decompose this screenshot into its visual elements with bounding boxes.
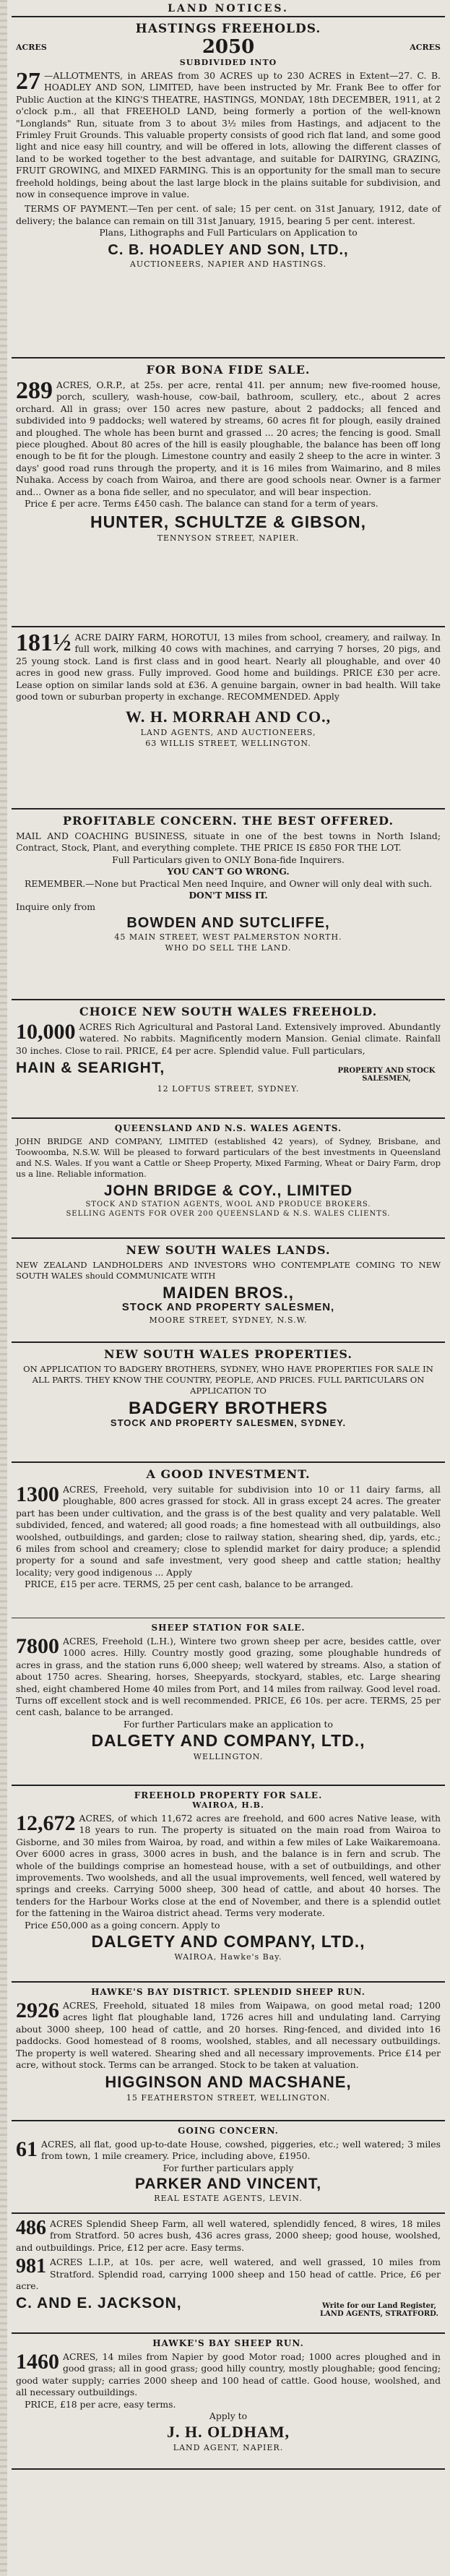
ad-jackson-stratford xyxy=(12,2214,445,2334)
ad-body xyxy=(16,2000,441,2071)
ad-hastings-freeholds xyxy=(12,17,445,359)
advertiser-row xyxy=(16,1060,441,1083)
advertiser-name: C. AND E. JACKSON, xyxy=(16,2295,182,2312)
ad-good-investment xyxy=(12,1463,445,1618)
advertiser-name: J. H. OLDHAM, xyxy=(166,2423,290,2442)
land-notices-column xyxy=(12,0,445,2576)
ad-title: NEW SOUTH WALES LANDS. xyxy=(126,1243,331,1257)
advertiser-name: C. B. HOADLEY AND SON, LTD., xyxy=(108,241,349,258)
ad-body: ON APPLICATION TO BADGERY BROTHERS, SYDNEY, WHO HAVE PROPERTIES FOR SALE IN ALL PARTS. THEY KNOW THE COUNTRY, PEOPLE, AND PRICES. FULL PARTICULARS ON APPLICATION TO xyxy=(23,1364,433,1396)
ad-title: CHOICE NEW SOUTH WALES FREEHOLD. xyxy=(79,1005,378,1018)
ad-nsw-properties xyxy=(12,1343,445,1463)
lead-number: 181½ xyxy=(16,630,72,656)
line-remember: REMEMBER.—None but Practical Men need Inquire, and Owner will only deal with such. xyxy=(25,877,433,889)
body-text-second: ACRES L.I.P., at 10s. per acre, well watered, and well grassed, 10 miles from Stratford. Splendid road, carrying 1000 sheep and 150 head of cattle. Price, £6 per acre. xyxy=(16,2257,441,2292)
ad-freehold-wairoa xyxy=(12,1786,445,1983)
price-text: PRICE, £18 per acre, easy terms. xyxy=(25,2398,176,2410)
body-text: ACRES Splendid Sheep Farm, all well watered, splendidly fenced, 8 wires, 18 miles from Stratford. 50 acres bush, 436 acres grass, 2000 sheep; good house, woolshed, and outbuildings. Price, £12 per acre. Easy terms. xyxy=(16,2218,441,2253)
ad-body: NEW ZEALAND LANDHOLDERS AND INVESTORS WHO CONTEMPLATE COMING TO NEW SOUTH WALES should COMMUNICATE WITH xyxy=(16,1260,441,1281)
advertiser-address: WAIROA, Hawke's Bay. xyxy=(174,1952,282,1962)
ad-body xyxy=(16,830,441,914)
ad-title: FREEHOLD PROPERTY FOR SALE. xyxy=(134,1790,323,1800)
advertiser-name: BADGERY BROTHERS xyxy=(128,1399,329,1418)
section-heading: LAND NOTICES. xyxy=(12,0,445,17)
advertiser-row xyxy=(16,2295,441,2318)
ad-subtitle: SUBDIVIDED INTO xyxy=(179,58,277,67)
ad-body xyxy=(16,1021,441,1057)
advertiser-address: WELLINGTON. xyxy=(193,1751,264,1761)
acres-label-right: ACRES xyxy=(410,42,441,52)
ad-body xyxy=(16,1813,441,1931)
advertiser-note: Write for our Land Register, LAND AGENTS, STRATFORD. xyxy=(320,2302,438,2319)
advertiser-name: DALGETY AND COMPANY, LTD., xyxy=(91,1731,365,1751)
line-inquire: Inquire only from xyxy=(16,901,96,913)
lead-number: 1460 xyxy=(16,2350,59,2374)
further-particulars: For further Particulars make an application to xyxy=(124,1718,333,1730)
price-text: Price £50,000 as a going concern. Apply to xyxy=(25,1919,220,1931)
advertiser-address: AUCTIONEERS, NAPIER AND HASTINGS. xyxy=(129,259,327,269)
advertiser-name: DALGETY AND COMPANY, LTD., xyxy=(91,1932,365,1952)
ad-title: QUEENSLAND AND N.S. WALES AGENTS. xyxy=(114,1123,342,1133)
advertiser-role: STOCK AND STATION AGENTS, WOOL AND PRODUCE BROKERS. xyxy=(85,1201,371,1209)
lead-number: 12,672 xyxy=(16,1811,76,1835)
body-text: —ALLOTMENTS, in AREAS from 30 ACRES up to 230 ACRES in Extent—27. C. B. HOADLEY AND SON, LIMITED, have been instructed by Mr. Frank Bee to offer for Public Auction at the KING'S THEATRE, HASTINGS, MONDAY, 18th DECEMBER, 1911, at 2 o'clock p.m., all that FREEHOLD LAND, being formerly a portion of the well-known "Longlands" Run, situate from 3 to about 3½ miles from Hastings, and adjacent to the Frimley Fruit Grounds. This valuable property consists of good rich flat land, and some good light and nice easy hill country, and will be offered in lots, allowing the different classes of land to be worked together to the best advantage, and suitable for DAIRYING, GRAZING, FRUIT GROWING, and MIXED FARMING. This is an opportunity for the small man to secure freehold holdings, being about the last large block in the plains suitable for subdivision, and now in consequence improve in value. xyxy=(16,70,441,200)
lead-number: 289 xyxy=(16,377,53,404)
lead-number: 486 xyxy=(16,2217,46,2239)
lead-number: 27 xyxy=(16,68,40,95)
advertiser-address: MOORE STREET, SYDNEY, N.S.W. xyxy=(149,1315,308,1325)
ad-profitable-concern xyxy=(12,810,445,1000)
advertiser-clients: SELLING AGENTS FOR OVER 200 QUEENSLAND & N.S. WALES CLIENTS. xyxy=(66,1210,391,1219)
advertiser-address: TENNYSON STREET, NAPIER. xyxy=(157,533,300,543)
ad-body xyxy=(16,2139,441,2174)
advertiser-name: HAIN & SEARIGHT, xyxy=(16,1060,165,1077)
ad-sheep-station xyxy=(12,1618,445,1786)
acres-number: 2050 xyxy=(202,36,255,58)
body-text: ACRES, Freehold (L.H.), Wintere two grown sheep per acre, besides cattle, over 1000 acres. Hilly. Country mostly good grazing, some ploughable hundreds of acres in grass, and the station runs 6,000 sheep; well watered by streams. Also, a station of about 1750 acres. Shearing, horses, Sheepyards, stockyard, stables, etc. Large shearing shed, eight chambered Home 40 miles from Port, and 14 miles from railway. Good level road. Turns off excellent stock and is well recommended. PRICE, £6 10s. per acre. TERMS, 25 per cent cash, balance to be arranged. xyxy=(16,1636,441,1718)
ad-body-second xyxy=(16,2257,441,2292)
acres-banner xyxy=(16,36,441,58)
further-particulars: For further particulars apply xyxy=(163,2162,294,2173)
advertiser-address: 45 MAIN STREET, WEST PALMERSTON NORTH. xyxy=(114,932,342,942)
lead-number: 1300 xyxy=(16,1482,59,1506)
advertiser-name: HUNTER, SCHULTZE & GIBSON, xyxy=(90,512,367,532)
advertiser-address: 12 LOFTUS STREET, SYDNEY. xyxy=(157,1084,300,1094)
ad-body xyxy=(16,2351,441,2422)
advertiser-address: REAL ESTATE AGENTS, LEVIN. xyxy=(154,2194,303,2204)
plans-text: Plans, Lithographs and Full Particulars on Application to xyxy=(99,227,358,239)
price-terms: PRICE, £15 per acre. TERMS, 25 per cent cash, balance to be arranged. xyxy=(25,1579,354,1590)
advertiser-name: JOHN BRIDGE & COY., LIMITED xyxy=(103,1182,353,1199)
ad-location: WAIROA, H.B. xyxy=(192,1800,264,1810)
advertiser-name: W. H. MORRAH AND CO., xyxy=(125,708,332,726)
ad-title: HAWKE'S BAY DISTRICT. SPLENDID SHEEP RUN. xyxy=(91,1987,365,1997)
line-cant-go-wrong: YOU CAN'T GO WRONG. xyxy=(167,866,290,877)
ad-title: PROFITABLE CONCERN. THE BEST OFFERED. xyxy=(62,814,394,828)
ad-body xyxy=(16,70,441,239)
ad-title: SHEEP STATION FOR SALE. xyxy=(151,1623,306,1633)
ad-nsw-freehold xyxy=(12,1000,445,1119)
ad-title: NEW SOUTH WALES PROPERTIES. xyxy=(104,1347,352,1361)
ad-title: A GOOD INVESTMENT. xyxy=(146,1467,311,1481)
closing-text: Price £ per acre. Terms £450 cash. The balance can stand for a term of years. xyxy=(25,498,378,510)
acres-label-left: ACRES xyxy=(16,42,47,52)
ad-body-first xyxy=(16,2218,441,2254)
ad-nsw-lands xyxy=(12,1239,445,1343)
line-particulars: Full Particulars given to ONLY Bona-fide Inquirers. xyxy=(112,854,345,865)
lead-number: 7800 xyxy=(16,1634,59,1658)
advertiser-role: PROPERTY AND STOCK SALESMEN, xyxy=(337,1067,436,1083)
advertiser-address: LAND AGENT, NAPIER. xyxy=(173,2442,284,2452)
advertiser-name: PARKER AND VINCENT, xyxy=(134,2176,322,2193)
ad-body: JOHN BRIDGE AND COMPANY, LIMITED (established 42 years), of Sydney, Brisbane, and Toowoomba, N.S.W. Will be pleased to forward particulars of the best investments in Queensland and N.S. Wales. If you want a Cattle or Sheep Property, Mixed Farming, Wheat or Dairy Farm, drop us a line. Reliable information. xyxy=(16,1136,441,1179)
body-text: ACRES Rich Agricultural and Pastoral Land. Extensively improved. Abundantly watered. No rabbits. Magnificently modern Mansion. Genial climate. Rainfall 30 inches. Close to rail. PRICE, £4 per acre. Splendid value. Full particulars, xyxy=(16,1021,441,1056)
ad-body xyxy=(16,1636,441,1730)
advertiser-name: BOWDEN AND SUTCLIFFE, xyxy=(126,914,330,931)
ad-title: HASTINGS FREEHOLDS. xyxy=(135,22,321,36)
adjacent-column-edge xyxy=(0,0,7,2576)
advertiser-name: MAIDEN BROS., xyxy=(163,1284,294,1302)
ad-hawkes-bay-run xyxy=(12,1983,445,2121)
ad-title: HAWKE'S BAY SHEEP RUN. xyxy=(152,2338,304,2348)
line-dont-miss: DON'T MISS IT. xyxy=(189,890,268,901)
terms-text: TERMS OF PAYMENT.—Ten per cent. of sale; 15 per cent. on 31st January, 1912, date of delivery; the balance can remain on till 31st January, 1915, bearing 5 per cent. interest. xyxy=(16,203,441,226)
body-text: ACRES, O.R.P., at 25s. per acre, rental 41l. per annum; new five-roomed house, porch, scullery, wash-house, cow-bail, bathroom, scullery, etc., about 2 acres orchard. All in grass; over 150 acres new pasture, about 2 paddocks; all fenced and subdivided into 9 paddocks; well watered by streams, 60 acres fit for plough, easily drained and ploughed. The whole has been burnt and grassed ... 20 acres; the fencing is good. Small piece ploughed. About 80 acres of the hill is easily ploughable, the balance has been off long enough to be fit for the plough. Limestone country and easily 2 sheep to the acre in winter. 3 days' good road runs through the property, and it is 16 miles from Waimarino, and 8 miles Nuhaka. Access by coach from Wairoa, and there are good schools near. Owner is a farmer and... Owner as a bona fide seller, and no speculator, and will bear inspection. xyxy=(16,379,441,497)
body-text: ACRES, Freehold, situated 18 miles from Waipawa, on good metal road; 1200 acres light flat ploughable land, 1726 acres hill and undulating land. Carrying about 3000 sheep, 100 head of cattle, and 20 horses. Ring-fenced, and divided into 16 paddocks. Good homestead of 8 rooms, woolshed, stables, and all necessary outbuildings. The property is well watered. Shearing shed and all necessary improvements. Price £14 per acre, without stock. Terms can be arranged. Stock to be taken at valuation. xyxy=(16,2000,441,2071)
advertiser-role: STOCK AND PROPERTY SALESMEN, xyxy=(121,1301,335,1314)
body-text: ACRES, of which 11,672 acres are freehold, and 600 acres Native lease, with 18 years to run. The property is situated on the main road from Wairoa to Gisborne, and 30 miles from Wairoa, by road, and within a few miles of Lake Waikaremoana. Over 6000 acres in grass, 3000 acres in bush, and the balance is in fern and scrub. The whole of the buildings comprise an homestead house, with a set of outbuildings, and other improvements. Two woolsheds, and all the usual improvements, well fenced, well watered by springs and creeks. Carrying 5000 sheep, 300 head of cattle, and about 40 horses. The tenders for the Harbour Works close at the end of November, and there is a splendid outlet for the fattening in the Wairoa district ahead. Terms very moderate. xyxy=(16,1813,441,1919)
ad-body xyxy=(16,632,441,703)
advertiser-address: 63 WILLIS STREET, WELLINGTON. xyxy=(145,738,311,748)
advertiser-role: STOCK AND PROPERTY SALESMEN, SYDNEY. xyxy=(110,1417,347,1429)
lead-number: 2926 xyxy=(16,1998,59,2022)
body-text: ACRES, Freehold, very suitable for subdivision into 10 or 11 dairy farms, all ploughable, 800 acres grassed for stock. All in grass except 24 acres. The greater part has been under cultivation, and the grass is of the best quality and very palatable. Well subdivided, fenced, and watered; all good roads; a fine homestead with all outbuildings, also woolshed, outbuildings, and garden; close to railway station, shearing shed, dip, yards, etc.; 6 miles from school and creamery; close to splendid market for dairy produce; a splendid property for a sound and safe investment, very good sheep and cattle station; healthy locality; very good indigenous ... Apply xyxy=(16,1484,441,1578)
apply-text: Apply to xyxy=(209,2410,248,2422)
ad-bona-fide-sale xyxy=(12,359,445,627)
body-text: MAIL AND COACHING BUSINESS, situate in one of the best towns in North Island; Contract, Stock, Plant, and everything complete. THE PRICE IS £850 FOR THE LOT. xyxy=(16,830,441,854)
advertiser-name: HIGGINSON AND MACSHANE, xyxy=(105,2073,352,2092)
advertiser-address: 15 FEATHERSTON STREET, WELLINGTON. xyxy=(126,2092,331,2103)
ad-going-concern xyxy=(12,2121,445,2214)
ad-dairy-farm-horotiu xyxy=(12,627,445,810)
advertiser-tagline: WHO DO SELL THE LAND. xyxy=(165,943,292,953)
lead-number-second: 981 xyxy=(16,2255,46,2278)
lead-number: 10,000 xyxy=(16,1020,76,1044)
body-text: ACRES, all flat, good up-to-date House, cowshed, piggeries, etc.; well watered; 3 miles from town, 1 mile creamery. Price, including above, £1950. xyxy=(41,2139,441,2162)
advertiser-role: LAND AGENTS, AND AUCTIONEERS, xyxy=(140,727,316,737)
ad-hawkes-bay-sheep-run xyxy=(12,2334,445,2470)
ad-title: FOR BONA FIDE SALE. xyxy=(146,363,311,377)
ad-title: GOING CONCERN. xyxy=(178,2126,279,2136)
ad-body xyxy=(16,379,441,510)
ad-body xyxy=(16,1484,441,1591)
ad-john-bridge xyxy=(12,1119,445,1239)
body-text: ACRE DAIRY FARM, HOROTUI, 13 miles from school, creamery, and railway. In full work, milking 40 cows with machines, and carrying 7 horses, 20 pigs, and 25 young stock. Land is first class and in good heart. Nearly all ploughable, and over 40 acres in good new grass. Fully improved. Good home and buildings. PRICE £30 per acre. Lease option on similar lands sold at £36. A genuine bargain, owner in bad health. Will take good town or suburban property in exchange. RECOMMENDED. Apply xyxy=(16,632,441,703)
lead-number: 61 xyxy=(16,2137,38,2161)
body-text: ACRES, 14 miles from Napier by good Motor road; 1000 acres ploughed and in good grass; all in good grass; good hilly country, mostly ploughable; good fencing; good water supply; carries 2000 sheep and 100 head of cattle. Good house, woolshed, and all necessary outbuildings. xyxy=(16,2351,441,2398)
